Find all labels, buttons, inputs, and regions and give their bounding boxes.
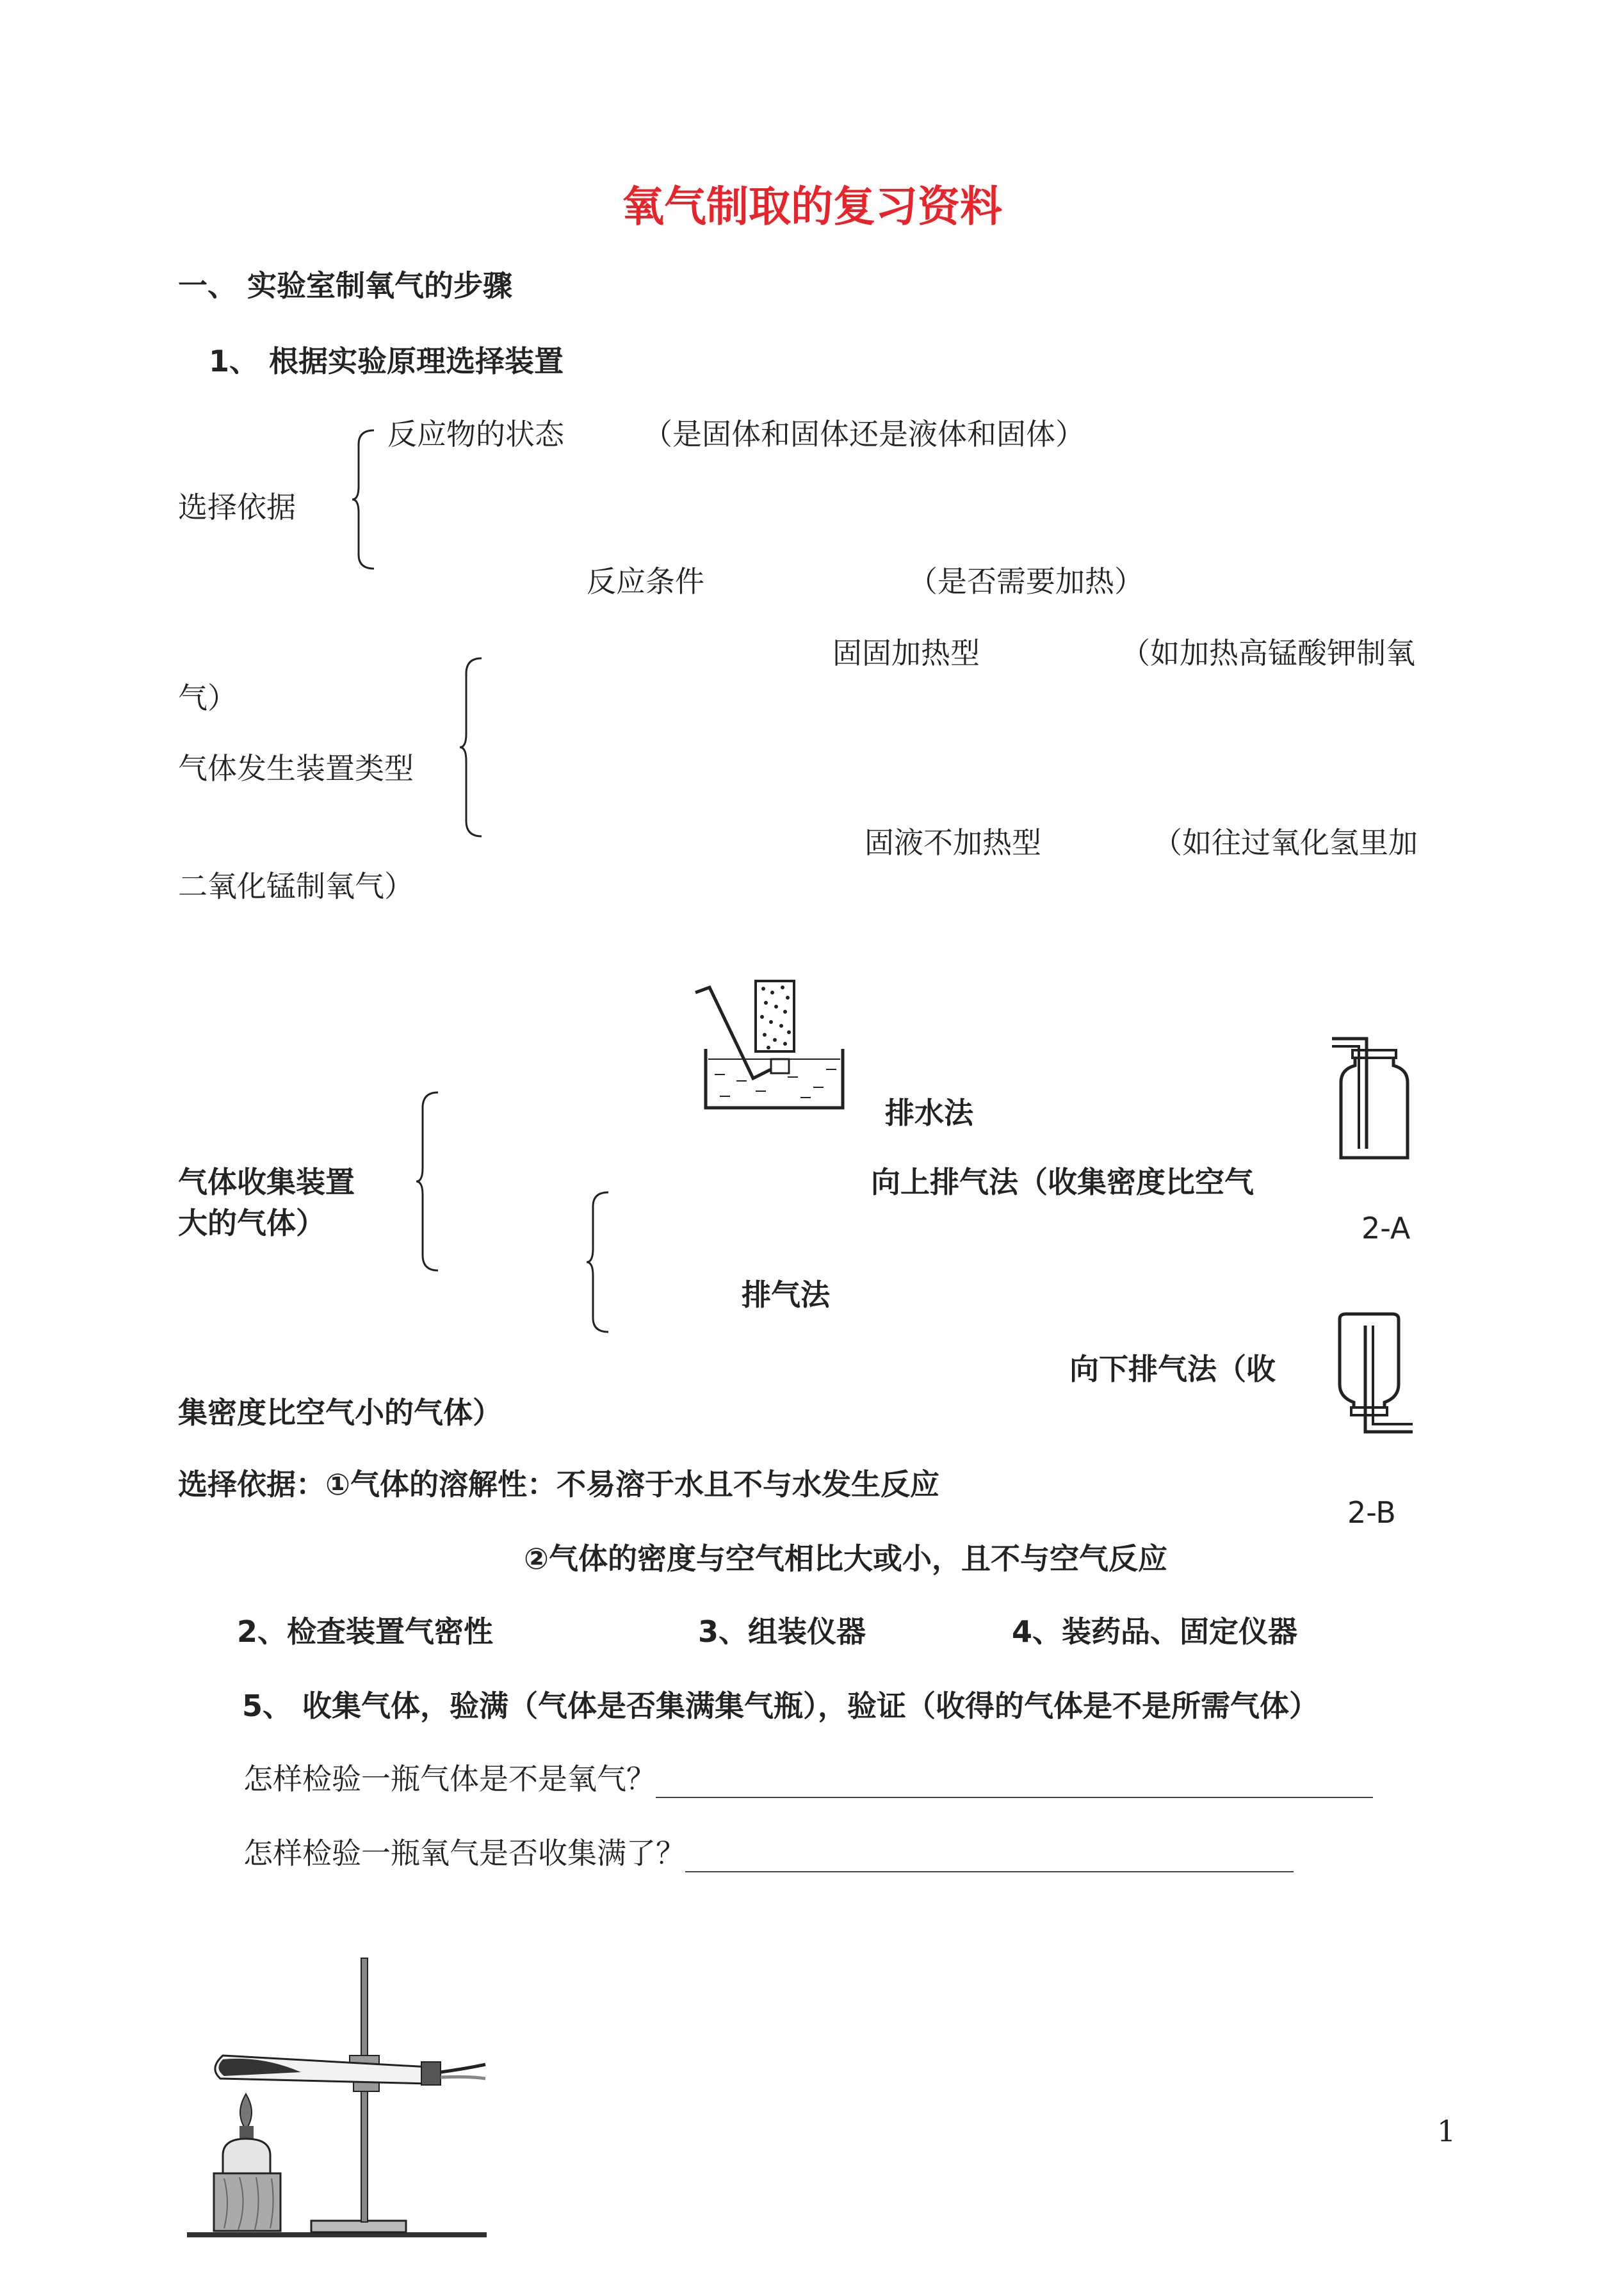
question-2-text: 怎样检验一瓶氧气是否收集满了？ xyxy=(243,1836,685,1870)
generator-type-2-note-cont: 二氧化锰制氧气） xyxy=(178,869,414,904)
generator-type-1-note: （如加热高锰酸钾制氧 xyxy=(1121,636,1415,670)
section-heading: 一、 实验室制氧气的步骤 xyxy=(178,268,513,303)
step-4: 4、装药品、固定仪器 xyxy=(1012,1614,1298,1649)
page-number: 1 xyxy=(1437,2114,1456,2148)
generator-label: 气体发生装置类型 xyxy=(178,751,414,786)
question-2-answer-blank xyxy=(685,1843,1294,1872)
brace-air-displacement xyxy=(585,1190,611,1334)
step-5: 5、 收集气体，验满（气体是否集满集气瓶），验证（收得的气体是不是所需气体） xyxy=(242,1689,1319,1723)
criteria-line-1: 选择依据：①气体的溶解性：不易溶于水且不与水发生反应 xyxy=(178,1467,939,1502)
upward-displacement-bottle-figure xyxy=(1329,1036,1419,1164)
basis-condition: 反应条件 xyxy=(587,564,704,599)
generator-type-1-note-cont: 气） xyxy=(178,681,237,715)
collect-water-method: 排水法 xyxy=(885,1096,973,1130)
criteria-line-2: ②气体的密度与空气相比大或小，且不与空气反应 xyxy=(524,1541,1167,1576)
collect-downward-method: 向下排气法（收 xyxy=(1069,1352,1276,1386)
brace-basis xyxy=(351,428,377,571)
generator-type-2: 固液不加热型 xyxy=(865,825,1041,860)
collect-upward-method-cont: 大的气体） xyxy=(178,1206,325,1240)
step-1-heading: 1、 根据实验原理选择装置 xyxy=(209,344,564,378)
brace-collector xyxy=(415,1090,441,1273)
water-displacement-figure xyxy=(692,978,852,1113)
generator-type-1: 固固加热型 xyxy=(832,636,980,670)
figure-label-2b: 2-B xyxy=(1347,1495,1396,1530)
page-title: 氧气制取的复习资料 xyxy=(622,181,1002,231)
generator-type-2-note: （如往过氧化氢里加 xyxy=(1153,825,1418,860)
collect-air-method: 排气法 xyxy=(742,1277,830,1312)
question-2 xyxy=(243,1834,1294,1872)
collect-upward-method: 向上排气法（收集密度比空气 xyxy=(871,1165,1254,1199)
basis-label: 选择依据 xyxy=(178,490,296,524)
basis-condition-note: （是否需要加热） xyxy=(908,564,1144,599)
downward-displacement-bottle-figure xyxy=(1332,1310,1415,1438)
question-1 xyxy=(243,1760,1373,1798)
brace-generator xyxy=(459,656,484,839)
heating-apparatus-figure xyxy=(186,1953,487,2241)
question-1-text: 怎样检验一瓶气体是不是氧气？ xyxy=(243,1762,656,1796)
collector-label: 气体收集装置 xyxy=(178,1165,355,1199)
step-2: 2、检查装置气密性 xyxy=(237,1614,494,1649)
figure-label-2a: 2-A xyxy=(1361,1211,1411,1245)
basis-state: 反应物的状态 xyxy=(387,417,564,451)
step-3: 3、组装仪器 xyxy=(698,1614,866,1649)
question-1-answer-blank xyxy=(656,1769,1373,1798)
collect-downward-method-cont: 集密度比空气小的气体） xyxy=(178,1395,502,1430)
basis-state-note: （是固体和固体还是液体和固体） xyxy=(643,417,1085,451)
